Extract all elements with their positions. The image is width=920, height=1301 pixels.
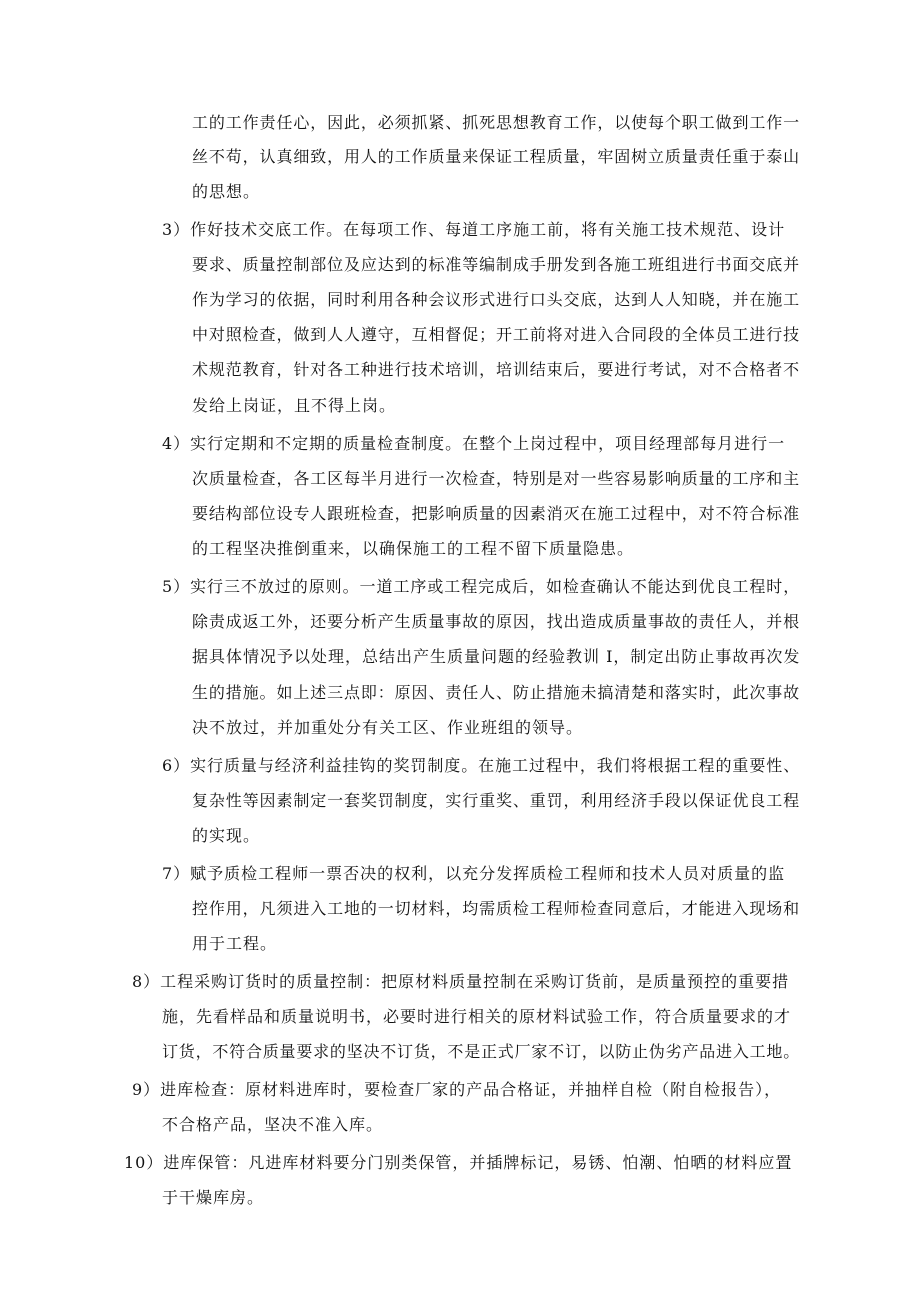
text-line: 5）实行三不放过的原则。一道工序或工程完成后，如检查确认不能达到优良工程时， bbox=[162, 577, 801, 596]
text-line: 发给上岗证，且不得上岗。 bbox=[192, 396, 397, 415]
text-line: 9）进库检查：原材料进库时，要检查厂家的产品合格证，并抽样自检（附自检报告）， bbox=[132, 1080, 782, 1099]
text-line: 生的措施。如上述三点即：原因、责任人、防止措施未搞清楚和落实时，此次事故 bbox=[192, 683, 801, 702]
text-line: 次质量检查，各工区每半月进行一次检查，特别是对一些容易影响质量的工序和主 bbox=[192, 469, 801, 488]
text-line: 要求、质量控制部位及应达到的标准等编制成手册发到各施工班组进行书面交底并 bbox=[192, 255, 801, 274]
text-line: 3）作好技术交底工作。在每项工作、每道工序施工前，将有关施工技术规范、设计 bbox=[162, 220, 786, 239]
text-line: 8）工程采购订货时的质量控制：把原材料质量控制在采购订货前，是质量预控的重要措 bbox=[132, 972, 790, 991]
text-line: 要结构部位设专人跟班检查，把影响质量的因素消灭在施工过程中，对不符合标准 bbox=[192, 504, 801, 523]
text-line: 控作用，凡须进入工地的一切材料，均需质检工程师检查同意后，才能进入现场和 bbox=[192, 899, 801, 918]
text-line: 的工程坚决推倒重来，以确保施工的工程不留下质量隐患。 bbox=[192, 539, 635, 558]
text-line: 除责成返工外，还要分析产生质量事故的原因，找出造成质量事故的责任人，并根 bbox=[192, 612, 801, 631]
text-line: 10）进库保管：凡进库材料要分门别类保管，并插牌标记，易锈、怕潮、怕晒的材料应置 bbox=[124, 1153, 793, 1172]
text-line: 工的工作责任心，因此，必须抓紧、抓死思想教育工作，以使每个职工做到工作一 bbox=[192, 113, 801, 132]
text-line: 决不放过，并加重处分有关工区、作业班组的领导。 bbox=[192, 718, 584, 737]
text-line: 用于工程。 bbox=[192, 934, 278, 953]
text-line: 术规范教育，针对各工种进行技术培训，培训结束后，要进行考试，对不合格者不 bbox=[192, 360, 801, 379]
text-line: 中对照检查，做到人人遵守，互相督促；开工前将对进入合同段的全体员工进行技 bbox=[192, 325, 801, 344]
text-line: 的实现。 bbox=[192, 826, 261, 845]
text-line: 不合格产品，坚决不准入库。 bbox=[162, 1115, 384, 1134]
text-line: 作为学习的依据，同时利用各种会议形式进行口头交底，达到人人知晓，并在施工 bbox=[192, 290, 801, 309]
text-line: 7）赋予质检工程师一票否决的权利，以充分发挥质检工程师和技术人员对质量的监 bbox=[162, 864, 786, 883]
text-line: 丝不苟，认真细致，用人的工作质量来保证工程质量，牢固树立质量责任重于泰山 bbox=[192, 147, 801, 166]
text-line: 订货，不符合质量要求的坚决不订货，不是正式厂家不订，以防止伪劣产品进入工地。 bbox=[162, 1042, 801, 1061]
text-line: 的思想。 bbox=[192, 182, 261, 201]
text-line: 据具体情况予以处理，总结出产生质量问题的经验教训 I，制定出防止事故再次发 bbox=[192, 647, 801, 666]
text-line: 6）实行质量与经济利益挂钩的奖罚制度。在施工过程中，我们将根据工程的重要性、 bbox=[162, 756, 801, 775]
text-line: 于干燥库房。 bbox=[162, 1188, 265, 1207]
text-line: 复杂性等因素制定一套奖罚制度，实行重奖、重罚，利用经济手段以保证优良工程 bbox=[192, 791, 801, 810]
text-line: 施，先看样品和质量说明书，必要时进行相关的原材料试验工作，符合质量要求的才 bbox=[162, 1007, 792, 1026]
text-line: 4）实行定期和不定期的质量检查制度。在整个上岗过程中，项目经理部每月进行一 bbox=[162, 434, 786, 453]
